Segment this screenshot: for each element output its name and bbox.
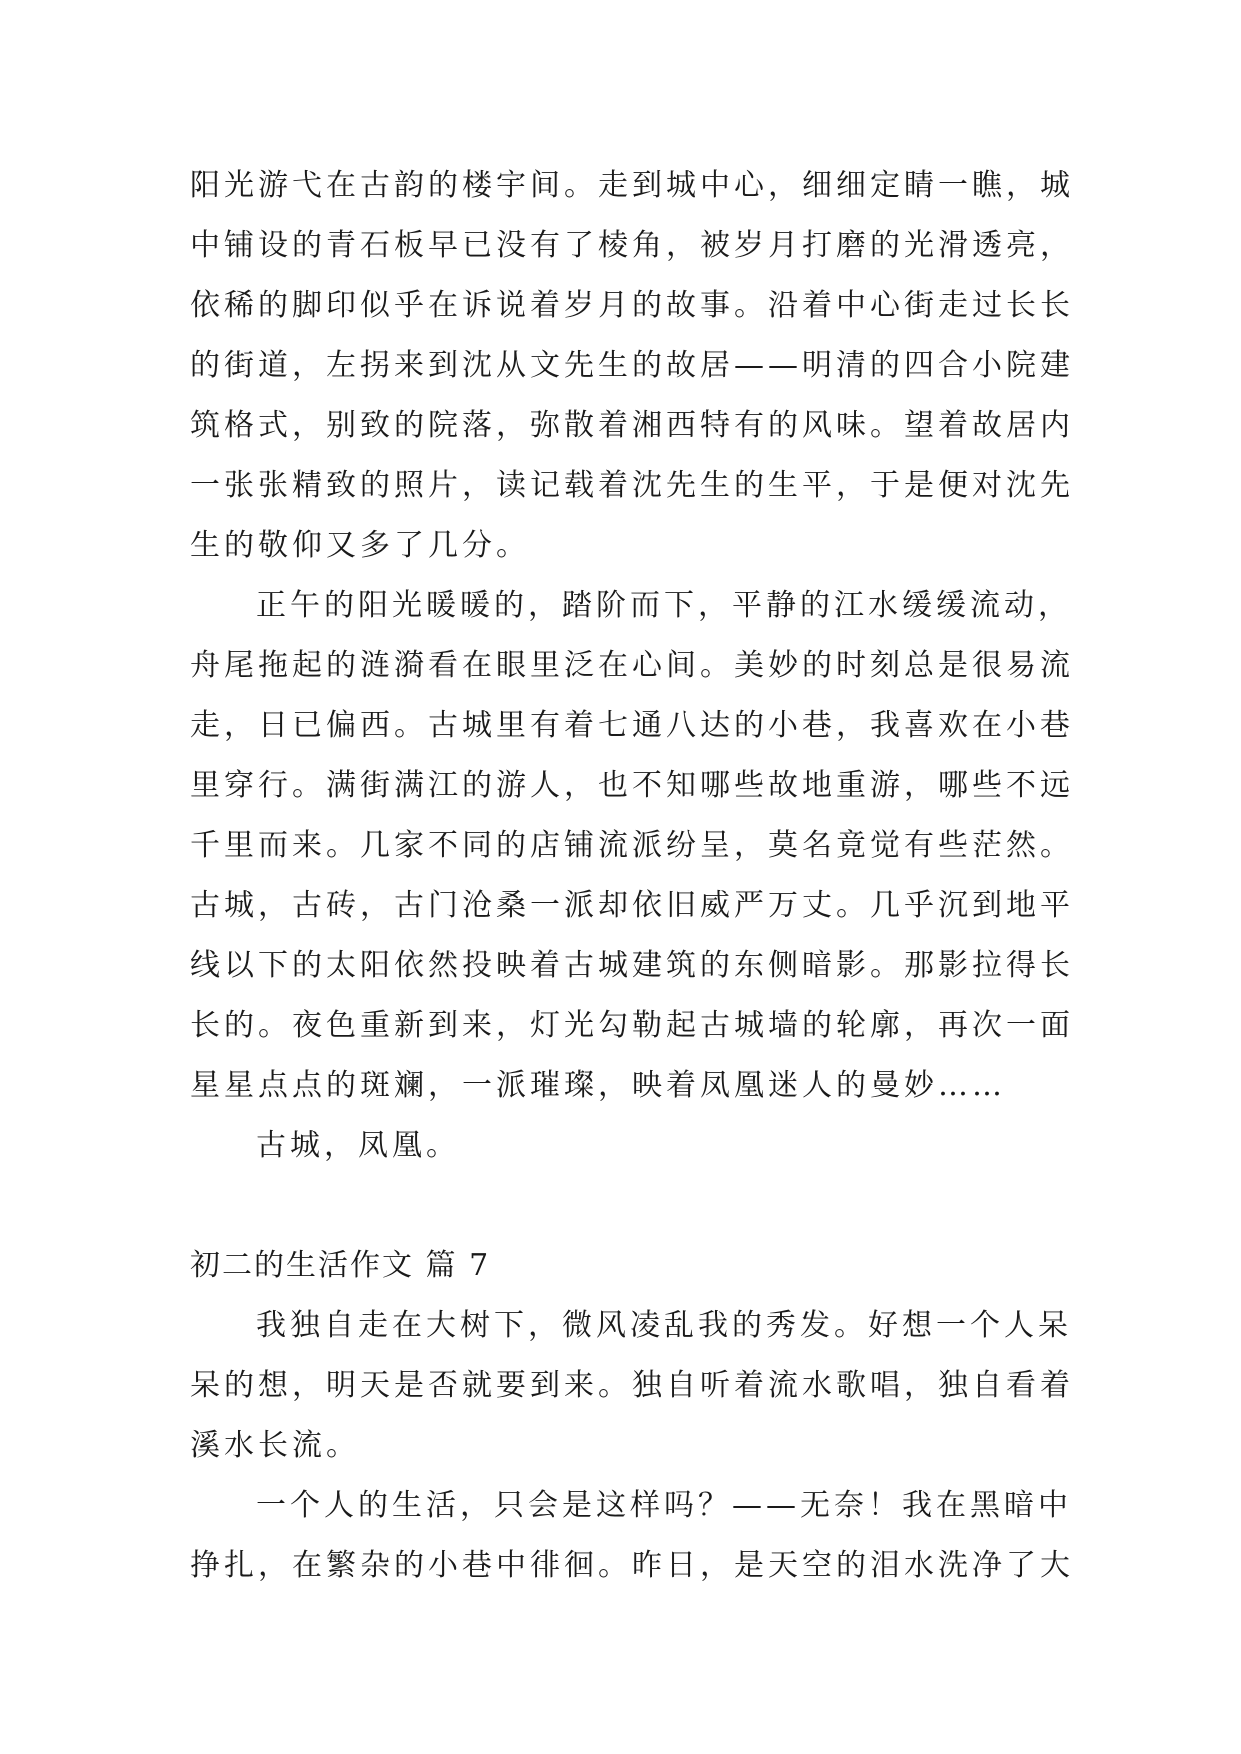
- text-line: 阳光游弋在古韵的楼宇间。走到城中心，细细定睛一瞧，城: [190, 168, 1074, 203]
- text-line: 溪水长流。: [190, 1428, 360, 1463]
- text-line: 千里而来。几家不同的店铺流派纷呈，莫名竟觉有些茫然。: [190, 828, 1074, 863]
- text-line: 长的。夜色重新到来，灯光勾勒起古城墙的轮廓，再次一面: [190, 1008, 1074, 1043]
- text-line: 走，日已偏西。古城里有着七通八达的小巷，我喜欢在小巷: [190, 708, 1074, 743]
- paragraph-first-line: 一个人的生活，只会是这样吗？——无奈！我在黑暗中: [256, 1488, 1072, 1523]
- text-line: 星星点点的斑斓，一派璀璨，映着凤凰迷人的曼妙……: [190, 1068, 1006, 1103]
- text-line: 呆的想，明天是否就要到来。独自听着流水歌唱，独自看着: [190, 1368, 1074, 1403]
- text-line: 古城，古砖，古门沧桑一派却依旧威严万丈。几乎沉到地平: [190, 888, 1074, 923]
- section-heading: 初二的生活作文 篇 7: [190, 1248, 491, 1283]
- text-line: 筑格式，别致的院落，弥散着湘西特有的风味。望着故居内: [190, 408, 1074, 443]
- text-line: 里穿行。满街满江的游人，也不知哪些故地重游，哪些不远: [190, 768, 1074, 803]
- text-line: 的街道，左拐来到沈从文先生的故居——明清的四合小院建: [190, 348, 1074, 383]
- paragraph-first-line: 古城，凤凰。: [256, 1128, 460, 1163]
- text-line: 生的敬仰又多了几分。: [190, 528, 530, 563]
- text-line: 挣扎，在繁杂的小巷中徘徊。昨日，是天空的泪水洗净了大: [190, 1548, 1074, 1583]
- text-line: 一张张精致的照片，读记载着沈先生的生平，于是便对沈先: [190, 468, 1074, 503]
- text-line: 舟尾拖起的涟漪看在眼里泛在心间。美妙的时刻总是很易流: [190, 648, 1074, 683]
- paragraph-first-line: 正午的阳光暖暖的，踏阶而下，平静的江水缓缓流动，: [256, 588, 1072, 623]
- text-line: 依稀的脚印似乎在诉说着岁月的故事。沿着中心街走过长长: [190, 288, 1074, 323]
- text-line: 中铺设的青石板早已没有了棱角，被岁月打磨的光滑透亮，: [190, 228, 1074, 263]
- paragraph-first-line: 我独自走在大树下，微风凌乱我的秀发。好想一个人呆: [256, 1308, 1072, 1343]
- text-line: 线以下的太阳依然投映着古城建筑的东侧暗影。那影拉得长: [190, 948, 1074, 983]
